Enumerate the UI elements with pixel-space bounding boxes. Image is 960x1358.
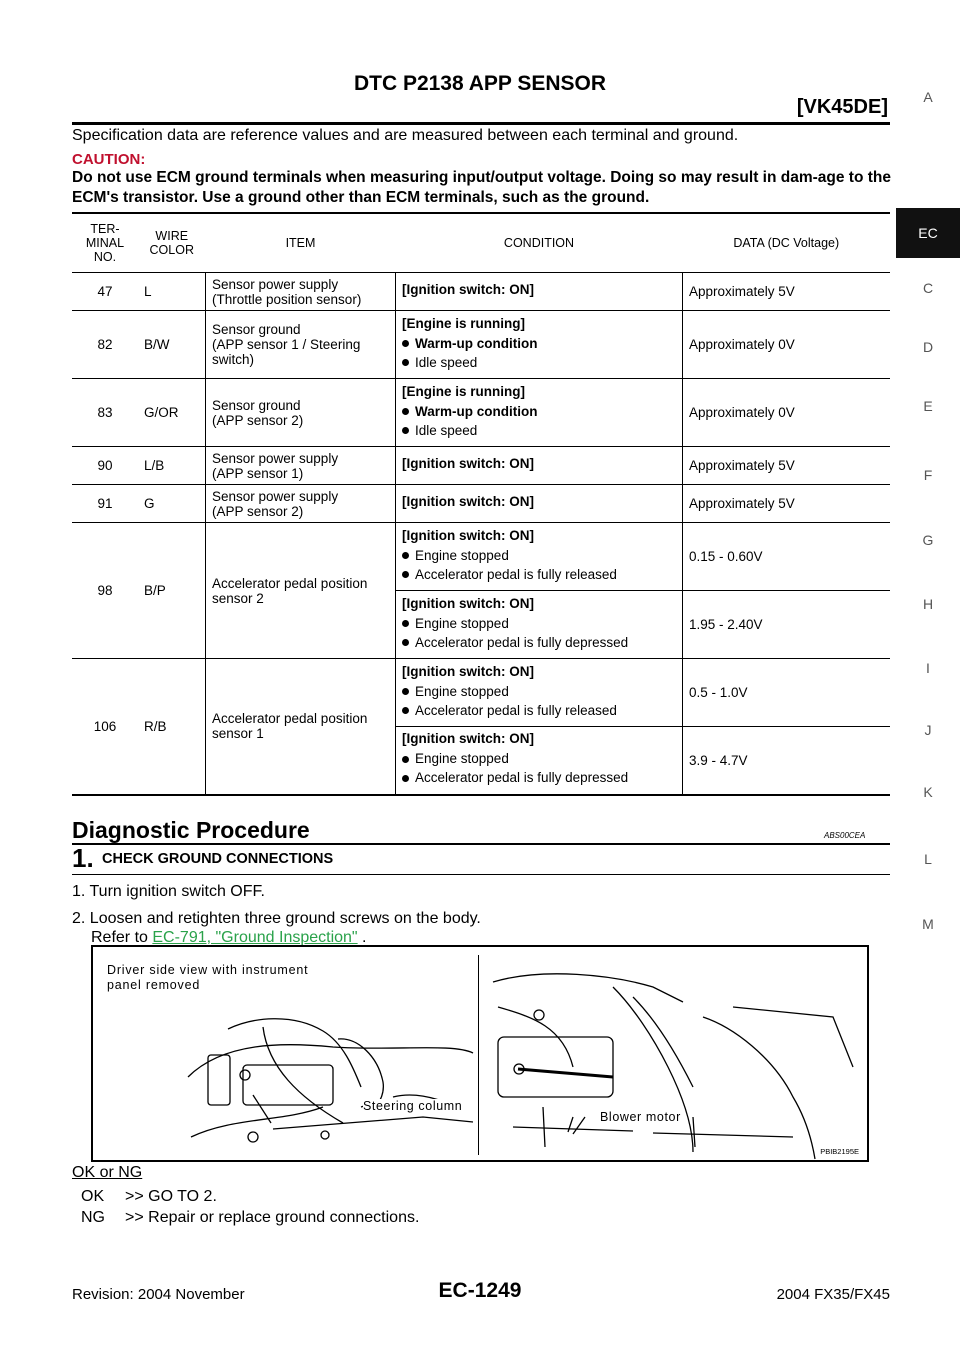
- terminal-table: [72, 212, 890, 796]
- section-tab-h[interactable]: H: [922, 596, 934, 612]
- item-cell: Sensor ground (APP sensor 2): [206, 379, 396, 447]
- item-cell: Sensor power supply (APP sensor 1): [206, 447, 396, 485]
- bullet-icon: [402, 688, 409, 695]
- terminal-cell: 82: [72, 311, 138, 379]
- wire-color-cell: G: [138, 485, 206, 523]
- section-rule: [72, 843, 890, 845]
- refer-suffix: .: [357, 929, 367, 946]
- col-data: DATA (DC Voltage): [683, 213, 891, 273]
- result-ok: [81, 1188, 217, 1206]
- col-item: ITEM: [206, 213, 396, 273]
- data-cell: Approximately 5V: [683, 273, 891, 311]
- bullet-icon: [402, 427, 409, 434]
- data-cell: Approximately 0V: [683, 379, 891, 447]
- condition-cell: [396, 273, 683, 311]
- bullet-icon: [402, 340, 409, 347]
- data-cell: Approximately 5V: [683, 447, 891, 485]
- col-condition: CONDITION: [396, 213, 683, 273]
- bullet-icon: [402, 639, 409, 646]
- section-tab-i[interactable]: I: [926, 660, 930, 676]
- section-tab-e[interactable]: E: [923, 398, 933, 414]
- condition-cell: [396, 523, 683, 591]
- condition-item: [402, 770, 676, 785]
- condition-item: [402, 616, 676, 631]
- step-rule: [72, 874, 890, 875]
- section-tab-j[interactable]: J: [924, 722, 932, 738]
- wire-color-cell: G/OR: [138, 379, 206, 447]
- condition-cell: [396, 485, 683, 523]
- item-cell: Accelerator pedal position sensor 2: [206, 523, 396, 659]
- label-steering-column: Steering column: [363, 1099, 463, 1113]
- table-row: [72, 379, 890, 447]
- bullet-icon: [402, 359, 409, 366]
- condition-item-text: Engine stopped: [415, 751, 509, 767]
- header-rule: [72, 122, 890, 125]
- terminal-cell: 91: [72, 485, 138, 523]
- item-cell: Sensor ground (APP sensor 1 / Steering switch): [206, 311, 396, 379]
- bullet-icon: [402, 756, 409, 763]
- result-ng-text: >> Repair or replace ground connections.: [125, 1209, 420, 1226]
- section-tab-c[interactable]: C: [922, 280, 934, 296]
- condition-cell: [396, 311, 683, 379]
- engine-code: [VK45DE]: [796, 96, 888, 118]
- section-tab-a[interactable]: A: [923, 89, 933, 105]
- condition-item: [402, 355, 676, 370]
- section-tab-d[interactable]: D: [922, 339, 934, 355]
- condition-head: [Engine is running]: [402, 383, 525, 399]
- condition-item: [402, 684, 676, 699]
- label-blower-motor: Blower motor: [600, 1110, 681, 1124]
- terminal-cell: 83: [72, 379, 138, 447]
- condition-item-text: Accelerator pedal is fully depressed: [415, 634, 629, 650]
- spec-note: Specification data are reference values and are measured between each terminal and ground.: [72, 127, 739, 144]
- step-instruction-2: 2. Loosen and retighten three ground screws on the body.: [72, 910, 481, 927]
- section-tab-g[interactable]: G: [922, 532, 934, 548]
- condition-head: [Ignition switch: ON]: [402, 455, 534, 471]
- step-number: 1.: [72, 843, 94, 873]
- ground-screw-figure: [91, 945, 869, 1162]
- condition-head: [Ignition switch: ON]: [402, 527, 534, 543]
- condition-item: [402, 404, 676, 419]
- terminal-cell: 47: [72, 273, 138, 311]
- section-tab-m[interactable]: M: [922, 916, 934, 932]
- col-wire: WIRE COLOR: [138, 213, 206, 273]
- section-index: [896, 0, 960, 1358]
- condition-head: [Ignition switch: ON]: [402, 281, 534, 297]
- caution-text: Do not use ECM ground terminals when measuring input/output voltage. Doing so may result in dam-age to the ECM's transistor. Use a ground other than ECM terminals, such as the ground.: [72, 169, 891, 206]
- result-ng: [81, 1209, 419, 1227]
- terminal-cell: 106: [72, 659, 138, 795]
- condition-item-text: Idle speed: [415, 422, 478, 438]
- page-number: EC-1249: [438, 1279, 522, 1302]
- table-row: [72, 523, 890, 591]
- condition-cell: [396, 379, 683, 447]
- condition-head: [Engine is running]: [402, 315, 525, 331]
- bullet-icon: [402, 408, 409, 415]
- table-row: [72, 311, 890, 379]
- caution-label: CAUTION:: [72, 151, 146, 168]
- condition-head: [Ignition switch: ON]: [402, 595, 534, 611]
- section-tab-ec[interactable]: EC: [896, 208, 960, 258]
- bullet-icon: [402, 552, 409, 559]
- figure-illustration: [93, 947, 867, 1160]
- bullet-icon: [402, 775, 409, 782]
- condition-head: [Ignition switch: ON]: [402, 663, 534, 679]
- table-row: [72, 485, 890, 523]
- condition-item: [402, 548, 676, 563]
- section-tab-f[interactable]: F: [923, 467, 933, 483]
- condition-item-text: Warm-up condition: [415, 403, 538, 419]
- bullet-icon: [402, 620, 409, 627]
- condition-item-text: Warm-up condition: [415, 335, 538, 351]
- table-header-row: [72, 213, 890, 273]
- table-row: [72, 659, 890, 727]
- condition-cell: [396, 727, 683, 795]
- result-ok-text: >> GO TO 2.: [125, 1188, 217, 1205]
- item-cell: Sensor power supply (APP sensor 2): [206, 485, 396, 523]
- result-ng-key: NG: [81, 1209, 105, 1226]
- condition-item: [402, 703, 676, 718]
- data-cell: 1.95 - 2.40V: [683, 591, 891, 659]
- condition-item: [402, 336, 676, 351]
- wire-color-cell: B/W: [138, 311, 206, 379]
- data-cell: Approximately 0V: [683, 311, 891, 379]
- item-cell: Sensor power supply (Throttle position sensor): [206, 273, 396, 311]
- ground-inspection-link[interactable]: EC-791, "Ground Inspection": [152, 929, 358, 946]
- result-ok-key: OK: [81, 1188, 105, 1205]
- step-instruction-1: 1. Turn ignition switch OFF.: [72, 883, 265, 900]
- terminal-cell: 98: [72, 523, 138, 659]
- condition-item: [402, 423, 676, 438]
- step-title: CHECK GROUND CONNECTIONS: [102, 851, 334, 867]
- table-row: [72, 273, 890, 311]
- figure-divider: [478, 955, 479, 1155]
- vehicle-model: 2004 FX35/FX45: [776, 1286, 890, 1303]
- condition-item-text: Engine stopped: [415, 547, 509, 563]
- condition-cell: [396, 591, 683, 659]
- section-tab-l[interactable]: L: [924, 851, 932, 867]
- table-row: [72, 447, 890, 485]
- condition-head: [Ignition switch: ON]: [402, 731, 534, 747]
- page-title: DTC P2138 APP SENSOR: [353, 72, 607, 95]
- condition-head: [Ignition switch: ON]: [402, 493, 534, 509]
- data-cell: Approximately 5V: [683, 485, 891, 523]
- refer-prefix: Refer to: [91, 929, 153, 946]
- data-cell: 0.5 - 1.0V: [683, 659, 891, 727]
- condition-item: [402, 751, 676, 766]
- wire-color-cell: L: [138, 273, 206, 311]
- data-cell: 3.9 - 4.7V: [683, 727, 891, 795]
- condition-item-text: Accelerator pedal is fully released: [415, 702, 617, 718]
- condition-item-text: Idle speed: [415, 354, 478, 370]
- revision-date: Revision: 2004 November: [72, 1286, 245, 1303]
- condition-cell: [396, 659, 683, 727]
- condition-item-text: Engine stopped: [415, 615, 509, 631]
- condition-item: [402, 635, 676, 650]
- condition-item-text: Engine stopped: [415, 683, 509, 699]
- col-terminal: TER- MINAL NO.: [72, 213, 138, 273]
- ok-ng-heading: OK or NG: [72, 1164, 143, 1181]
- bullet-icon: [402, 707, 409, 714]
- bullet-icon: [402, 571, 409, 578]
- section-code: ABS00CEA: [824, 831, 866, 840]
- section-tab-k[interactable]: K: [923, 784, 933, 800]
- condition-item-text: Accelerator pedal is fully released: [415, 566, 617, 582]
- wire-color-cell: L/B: [138, 447, 206, 485]
- condition-cell: [396, 447, 683, 485]
- figure-caption: Driver side view with instrument panel removed: [107, 963, 309, 992]
- wire-color-cell: R/B: [138, 659, 206, 795]
- data-cell: 0.15 - 0.60V: [683, 523, 891, 591]
- terminal-cell: 90: [72, 447, 138, 485]
- wire-color-cell: B/P: [138, 523, 206, 659]
- item-cell: Accelerator pedal position sensor 1: [206, 659, 396, 795]
- condition-item: [402, 567, 676, 582]
- condition-item-text: Accelerator pedal is fully depressed: [415, 770, 629, 786]
- section-title: Diagnostic Procedure: [72, 817, 310, 843]
- figure-id: PBIB2195E: [820, 1147, 859, 1156]
